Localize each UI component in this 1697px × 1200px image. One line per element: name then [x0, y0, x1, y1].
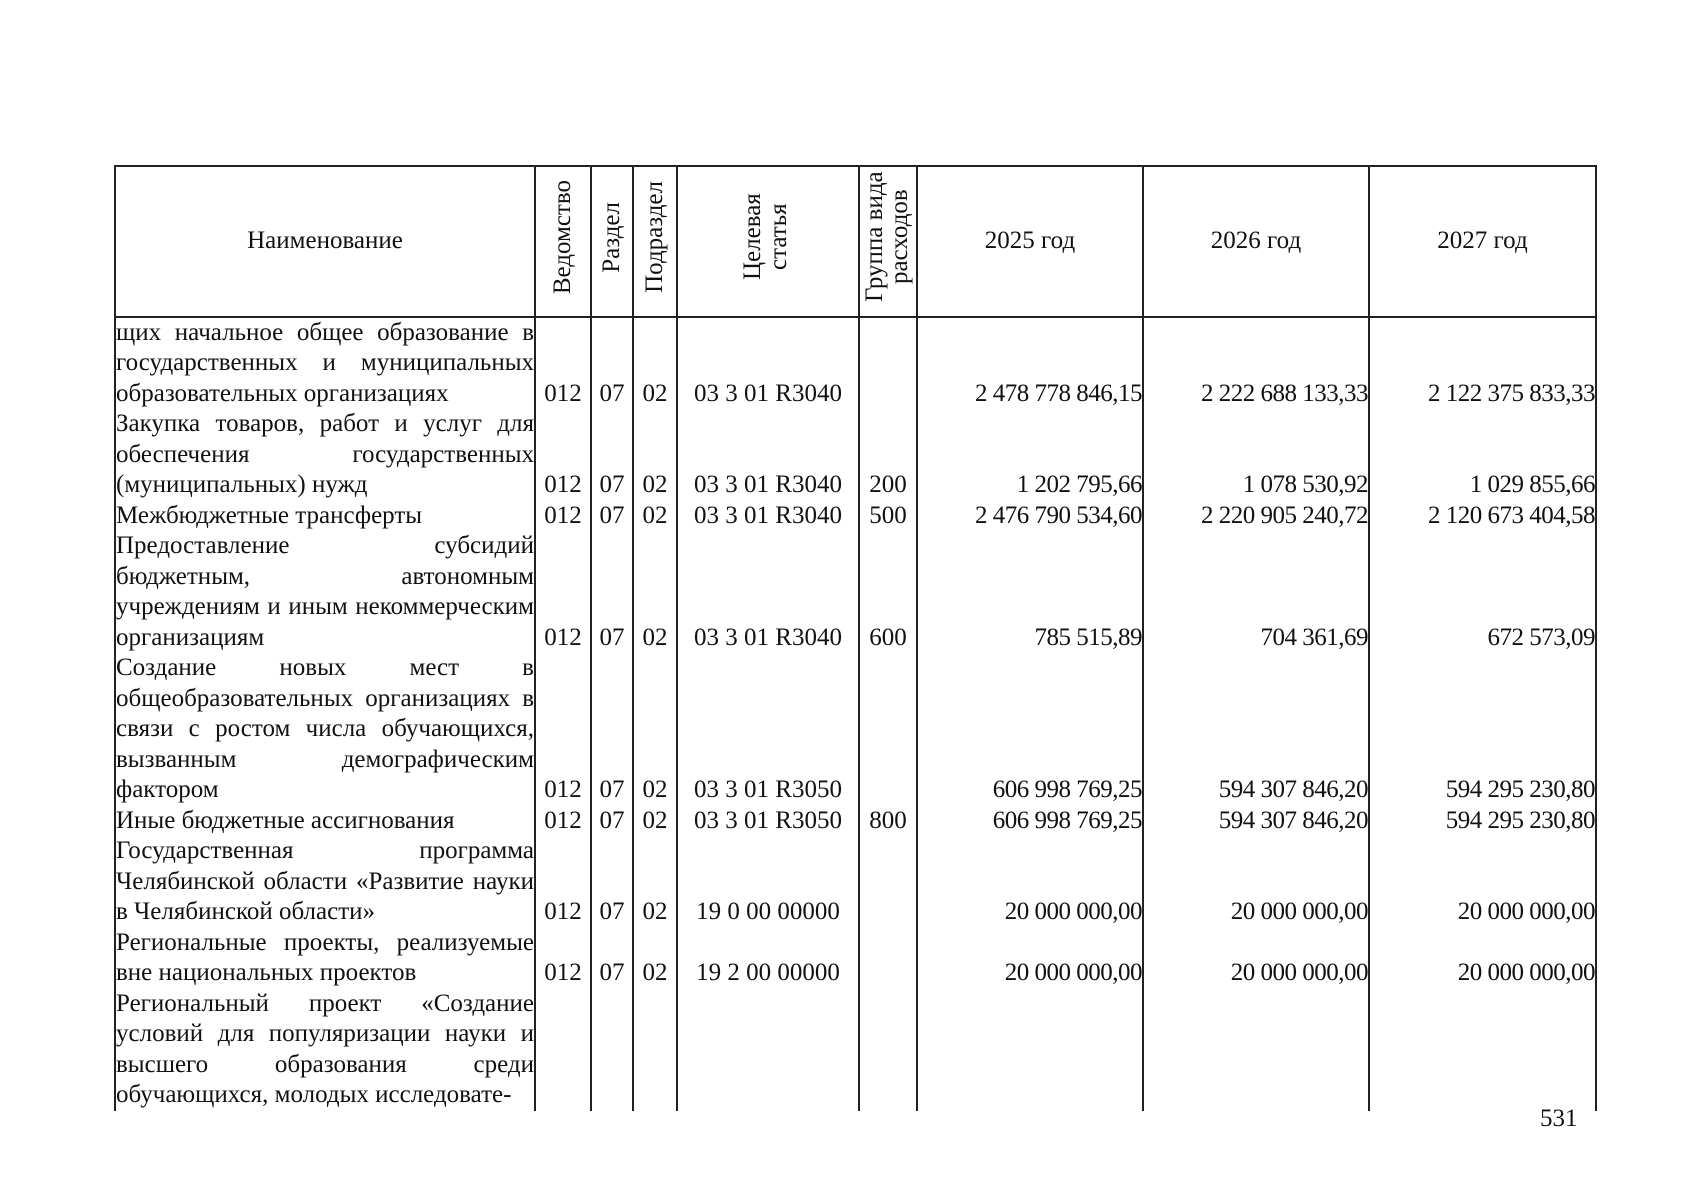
row-2027: 20 000 000,00: [1369, 928, 1596, 989]
row-vedomstvo: 012: [535, 531, 591, 653]
row-razdel: 07: [591, 653, 633, 806]
table-row: [115, 989, 1596, 1111]
table-row: [115, 531, 1596, 653]
row-razdel: 07: [591, 928, 633, 989]
row-vedomstvo: 012: [535, 806, 591, 837]
row-2026: 2 220 905 240,72: [1143, 501, 1369, 532]
row-gruppa: [859, 653, 917, 806]
row-gruppa: 600: [859, 531, 917, 653]
row-vedomstvo: 012: [535, 928, 591, 989]
row-razdel: 07: [591, 501, 633, 532]
row-celevaya-statya: [677, 989, 859, 1111]
table-row: [115, 653, 1596, 806]
row-2027: [1369, 989, 1596, 1111]
row-2026: 704 361,69: [1143, 531, 1369, 653]
header-celevaya-statya-label: Целевая статья: [739, 193, 792, 281]
row-podrazdel: 02: [633, 501, 677, 532]
row-name: щих начальное общее образование в государственных и муниципальных образовательных организациях: [115, 317, 535, 410]
row-2025: 1 202 795,66: [917, 409, 1143, 501]
header-celevaya-statya: [677, 166, 859, 317]
row-vedomstvo: [535, 989, 591, 1111]
table-row: [115, 928, 1596, 989]
header-2026: 2026 год: [1143, 166, 1369, 317]
row-celevaya-statya: 19 0 00 00000: [677, 836, 859, 928]
row-2026: 20 000 000,00: [1143, 836, 1369, 928]
row-name: Межбюджетные трансферты: [115, 501, 535, 532]
table-header-row: [115, 166, 1596, 317]
row-2027: 2 120 673 404,58: [1369, 501, 1596, 532]
row-razdel: 07: [591, 317, 633, 410]
header-gruppa-vida-rashodov: [859, 166, 917, 317]
row-celevaya-statya: 03 3 01 R3040: [677, 317, 859, 410]
row-2025: 2 478 778 846,15: [917, 317, 1143, 410]
row-name: Закупка товаров, работ и услуг для обеспечения государственных (муниципальных) нужд: [115, 409, 535, 501]
row-razdel: 07: [591, 836, 633, 928]
row-celevaya-statya: 03 3 01 R3050: [677, 653, 859, 806]
table-row: [115, 317, 1596, 410]
row-2026: [1143, 989, 1369, 1111]
row-razdel: 07: [591, 806, 633, 837]
row-vedomstvo: 012: [535, 317, 591, 410]
row-podrazdel: 02: [633, 409, 677, 501]
row-2026: 1 078 530,92: [1143, 409, 1369, 501]
row-2025: [917, 989, 1143, 1111]
row-2026: 20 000 000,00: [1143, 928, 1369, 989]
row-razdel: 07: [591, 531, 633, 653]
row-2026: 594 307 846,20: [1143, 806, 1369, 837]
row-podrazdel: 02: [633, 836, 677, 928]
row-gruppa: [859, 928, 917, 989]
row-name: Региональные проекты, реализуемые вне национальных проектов: [115, 928, 535, 989]
header-2025: 2025 год: [917, 166, 1143, 317]
row-name: Создание новых мест в общеобразовательных организациях в связи с ростом числа обучающихся, вызванным демографическим фактором: [115, 653, 535, 806]
row-podrazdel: 02: [633, 806, 677, 837]
row-razdel: [591, 989, 633, 1111]
header-razdel: [591, 166, 633, 317]
row-2027: 672 573,09: [1369, 531, 1596, 653]
row-2027: 594 295 230,80: [1369, 653, 1596, 806]
row-vedomstvo: 012: [535, 836, 591, 928]
budget-table: [114, 165, 1597, 1111]
header-podrazdel: [633, 166, 677, 317]
header-2027: 2027 год: [1369, 166, 1596, 317]
row-celevaya-statya: 19 2 00 00000: [677, 928, 859, 989]
row-podrazdel: 02: [633, 531, 677, 653]
header-razdel-label: Раздел: [598, 201, 625, 273]
row-podrazdel: [633, 989, 677, 1111]
row-gruppa: 800: [859, 806, 917, 837]
row-celevaya-statya: 03 3 01 R3040: [677, 501, 859, 532]
row-podrazdel: 02: [633, 317, 677, 410]
row-vedomstvo: 012: [535, 653, 591, 806]
table-row: [115, 409, 1596, 501]
row-name: Региональный проект «Создание условий для популяризации науки и высшего образования среди обучающихся, молодых исследовате-: [115, 989, 535, 1111]
row-2027: 2 122 375 833,33: [1369, 317, 1596, 410]
row-gruppa: [859, 989, 917, 1111]
row-celevaya-statya: 03 3 01 R3040: [677, 531, 859, 653]
header-name: Наименование: [115, 166, 535, 317]
row-2025: 606 998 769,25: [917, 806, 1143, 837]
row-podrazdel: 02: [633, 928, 677, 989]
row-razdel: 07: [591, 409, 633, 501]
row-name: Иные бюджетные ассигнования: [115, 806, 535, 837]
row-gruppa: [859, 317, 917, 410]
header-vedomstvo: [535, 166, 591, 317]
row-2027: 1 029 855,66: [1369, 409, 1596, 501]
row-vedomstvo: 012: [535, 501, 591, 532]
row-2027: 20 000 000,00: [1369, 836, 1596, 928]
row-name: Предоставление субсидий бюджетным, автономным учреждениям и иным некоммерческим организациям: [115, 531, 535, 653]
row-vedomstvo: 012: [535, 409, 591, 501]
row-gruppa: [859, 836, 917, 928]
row-2026: 594 307 846,20: [1143, 653, 1369, 806]
row-2025: 2 476 790 534,60: [917, 501, 1143, 532]
page-number: 531: [1540, 1105, 1578, 1132]
header-gruppa-label: Группа вида расходов: [861, 171, 913, 303]
row-gruppa: 500: [859, 501, 917, 532]
row-2025: 20 000 000,00: [917, 836, 1143, 928]
row-2027: 594 295 230,80: [1369, 806, 1596, 837]
row-2025: 606 998 769,25: [917, 653, 1143, 806]
row-celevaya-statya: 03 3 01 R3040: [677, 409, 859, 501]
row-name: Государственная программа Челябинской области «Развитие науки в Челябинской области»: [115, 836, 535, 928]
table-row: [115, 836, 1596, 928]
row-gruppa: 200: [859, 409, 917, 501]
row-2026: 2 222 688 133,33: [1143, 317, 1369, 410]
header-podrazdel-label: Подраздел: [641, 181, 668, 293]
table-row: [115, 501, 1596, 532]
table-row: [115, 806, 1596, 837]
row-2025: 785 515,89: [917, 531, 1143, 653]
row-2025: 20 000 000,00: [917, 928, 1143, 989]
row-podrazdel: 02: [633, 653, 677, 806]
header-vedomstvo-label: Ведомство: [549, 179, 576, 295]
row-celevaya-statya: 03 3 01 R3050: [677, 806, 859, 837]
